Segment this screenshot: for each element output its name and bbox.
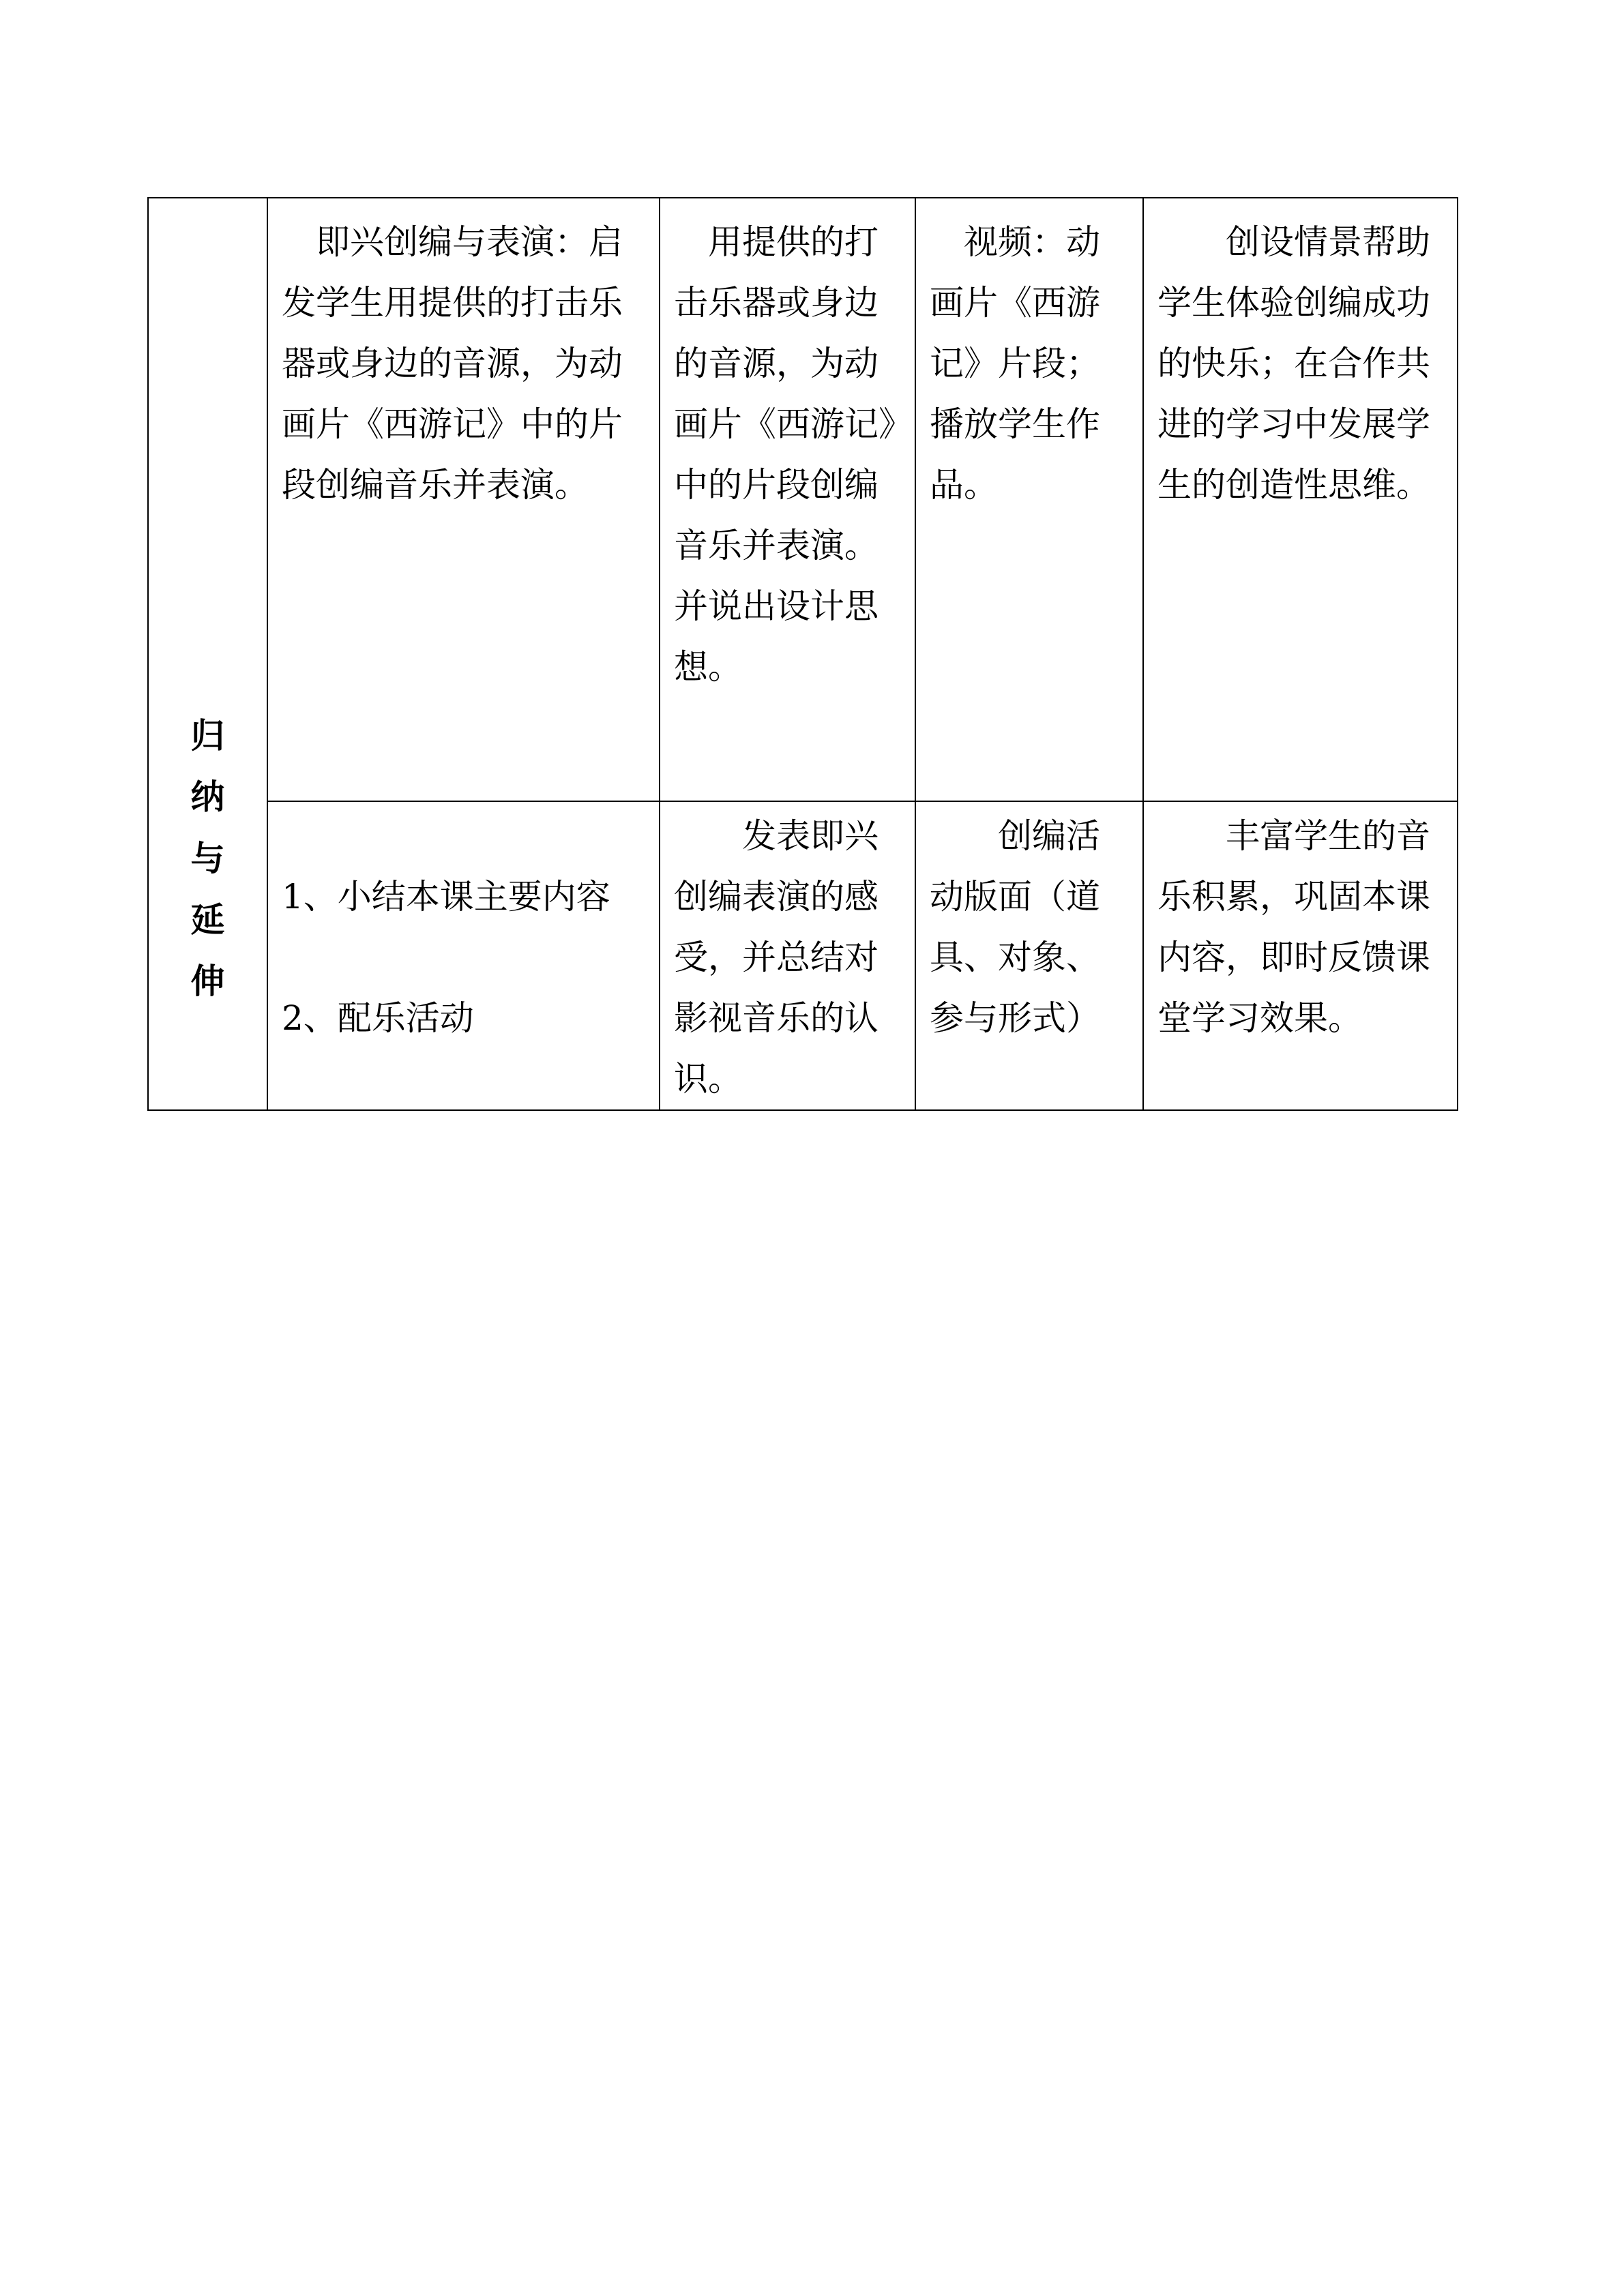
student-activity-text: 用提供的打击乐器或身边的音源，为动画片《西游记》中的片段创编音乐并表演。并说出设计思想。: [674, 222, 896, 687]
media-text: 创编活动版面（道具、对象、参与形式）: [930, 816, 1100, 1038]
content-item-2: 2、配乐活动: [282, 998, 474, 1038]
table-row: [148, 198, 1458, 801]
intent-cell: [1143, 198, 1458, 801]
student-activity-cell: [660, 198, 915, 801]
content-item-1: 1、小结本课主要内容: [282, 877, 610, 916]
intent-text: 丰富学生的音乐积累，巩固本课内容，即时反馈课堂学习效果。: [1157, 816, 1430, 1038]
content-cell: [267, 801, 660, 1110]
spacer: [282, 927, 645, 988]
media-cell: [915, 801, 1143, 1110]
section-label-cell: [148, 198, 267, 1110]
content-cell: [267, 198, 660, 801]
lesson-plan-table: [147, 197, 1458, 1111]
section-label: 归 纳 与 延 伸: [190, 716, 225, 1001]
content-text: 即兴创编与表演：启发学生用提供的打击乐器或身边的音源，为动画片《西游记》中的片段创编音乐并表演。: [282, 222, 623, 505]
intent-text: 创设情景帮助学生体验创编成功的快乐；在合作共进的学习中发展学生的创造性思维。: [1157, 222, 1430, 505]
student-activity-cell: [660, 801, 915, 1110]
media-cell: [915, 198, 1143, 801]
table-row: [148, 801, 1458, 1110]
media-text: 视频：动画片《西游记》片段；播放学生作品。: [930, 222, 1100, 505]
student-activity-text: 发表即兴创编表演的感受，并总结对影视音乐的认识。: [674, 816, 879, 1099]
intent-cell: [1143, 801, 1458, 1110]
